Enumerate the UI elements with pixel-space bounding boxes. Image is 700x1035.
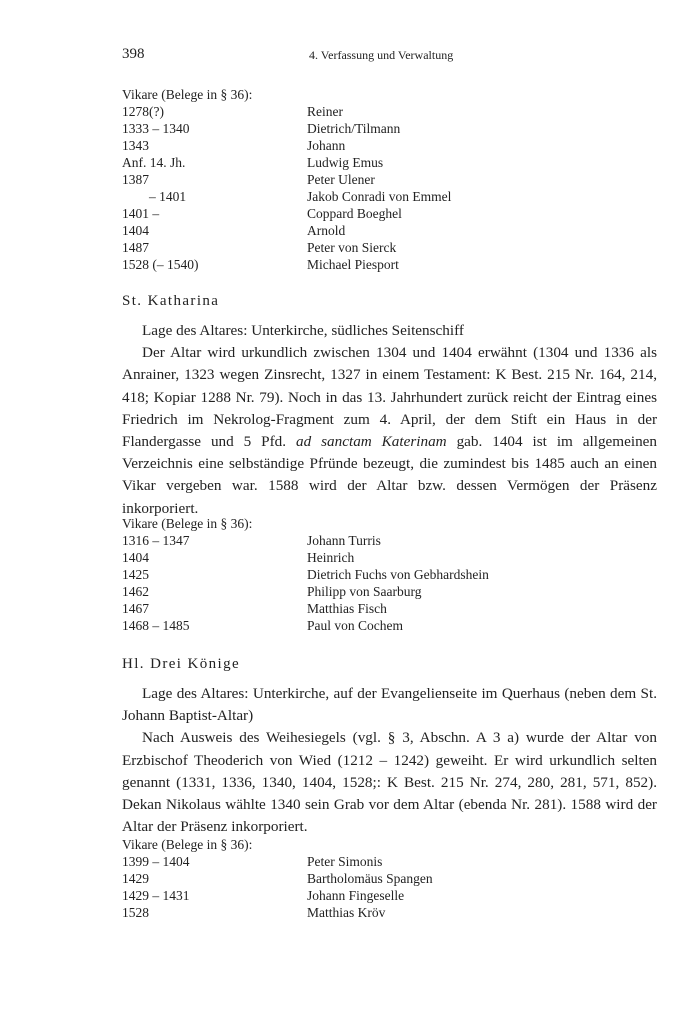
list-row <box>122 532 662 549</box>
row-date: 1343 <box>122 138 149 153</box>
row-date: 1528 (– 1540) <box>122 257 199 272</box>
list-row <box>122 566 662 583</box>
list-intro: Vikare (Belege in § 36): <box>122 87 253 102</box>
row-name: Matthias Kröv <box>307 905 386 920</box>
row-name: Philipp von Saarburg <box>307 584 422 599</box>
list-row <box>122 617 662 634</box>
list-row <box>122 583 662 600</box>
vikare-list-3 <box>122 836 662 921</box>
list-row <box>122 239 662 256</box>
row-date: 1401 – <box>122 206 160 221</box>
row-date: 1404 <box>122 223 149 238</box>
list-intro: Vikare (Belege in § 36): <box>122 516 253 531</box>
list-row <box>122 549 662 566</box>
list-row <box>122 870 662 887</box>
row-date: 1467 <box>122 601 149 616</box>
paragraph: Lage des Altares: Unterkirche, südliches Seitenschiff <box>142 322 464 339</box>
row-date: 1404 <box>122 550 149 565</box>
row-name: Johann Turris <box>307 533 381 548</box>
list-row <box>122 154 662 171</box>
row-name: Dietrich/Tilmann <box>307 121 401 136</box>
paragraph: Nach Ausweis des Weihesiegels (vgl. § 3, Abschn. A 3 a) wurde der Altar von Erzbischof Theoderich von Wied (1212 – 1242) geweiht. Er wird urkundlich selten genannt (1331, 1336, 1340, 1404, 1528;: K Best. 215 Nr. 274, 280, 281, 571, 852). Dekan Nikolaus wählte 1340 sein Grab vor dem Altar (ebenda Nr. 281). 1588 wird der Altar der Präsenz inkorporiert. <box>122 729 657 836</box>
list-row <box>122 904 662 921</box>
list-row <box>122 205 662 222</box>
row-date: 1387 <box>122 172 149 187</box>
page-header <box>122 46 657 66</box>
paragraph-text: Der Altar wird urkundlich zwischen 1304 und 1404 erwähnt (1304 und 1336 als Anrainer, 1323 wegen Zinsrecht, 1327 in einem Testament: K Best. 215 Nr. 164, 214, 418; Kopiar 1288 Nr. 79). Noch in das 13. Jahrhundert zurück reicht der Eintrag eines Friedrich im Nekrolog-Fragment zum 4. April, der dem Stift ein Haus in der Flandergasse und 5 Pfd. <box>122 344 657 451</box>
row-name: Matthias Fisch <box>307 601 387 616</box>
row-name: Coppard Boeghel <box>307 206 402 221</box>
row-name: Johann Fingeselle <box>307 888 405 903</box>
row-date: 1429 – 1431 <box>122 888 190 903</box>
running-head: 4. Verfassung und Verwaltung <box>309 48 454 62</box>
row-date: 1429 <box>122 871 149 886</box>
paragraph <box>122 342 657 520</box>
vikare-list-1 <box>122 86 662 273</box>
row-name: Peter von Sierck <box>307 240 397 255</box>
list-intro: Vikare (Belege in § 36): <box>122 837 253 852</box>
list-row <box>122 120 662 137</box>
paragraph: Lage des Altares: Unterkirche, auf der Evangelienseite im Querhaus (neben dem St. Johann Baptist-Altar) <box>122 685 657 725</box>
row-date: 1399 – 1404 <box>122 854 190 869</box>
row-name: Johann <box>307 138 346 153</box>
list-row <box>122 188 662 205</box>
row-date: 1528 <box>122 905 149 920</box>
row-name: Arnold <box>307 223 346 238</box>
paragraph-text: gab. 1404 ist im allgemeinen Verzeichnis eine selbständige Pfründe bezeugt, die zumindest bis 1485 auch an einen Vikar vergeben war. 1588 wird der Altar bzw. dessen Vermögen der Präsenz inkorporiert. <box>122 433 658 517</box>
row-name: Bartholomäus Spangen <box>307 871 433 886</box>
row-name: Peter Ulener <box>307 172 375 187</box>
list-row <box>122 853 662 870</box>
row-name: Reiner <box>307 104 343 119</box>
section-heading-hl-drei-koenige: Hl. Drei Könige <box>122 656 241 672</box>
row-name: Ludwig Emus <box>307 155 384 170</box>
row-date: 1316 – 1347 <box>122 533 190 548</box>
row-date: 1487 <box>122 240 149 255</box>
row-name: Jakob Conradi von Emmel <box>307 189 452 204</box>
section-body-hl-drei-koenige <box>122 683 657 838</box>
list-row <box>122 887 662 904</box>
list-row <box>122 600 662 617</box>
row-name: Dietrich Fuchs von Gebhardshein <box>307 567 489 582</box>
row-date: 1278(?) <box>122 104 164 119</box>
list-row <box>122 256 662 273</box>
list-row <box>122 171 662 188</box>
section-heading-st-katharina: St. Katharina <box>122 293 220 309</box>
list-row <box>122 222 662 239</box>
row-date: 1462 <box>122 584 149 599</box>
row-name: Michael Piesport <box>307 257 399 272</box>
list-row <box>122 103 662 120</box>
row-date: 1425 <box>122 567 149 582</box>
row-date: – 1401 <box>122 189 187 204</box>
row-date: 1468 – 1485 <box>122 618 190 633</box>
row-name: Peter Simonis <box>307 854 383 869</box>
row-name: Paul von Cochem <box>307 618 403 633</box>
page-number: 398 <box>122 46 145 62</box>
section-body-st-katharina <box>122 320 657 520</box>
italic-phrase: ad sanctam Katerinam <box>296 433 447 451</box>
row-name: Heinrich <box>307 550 355 565</box>
row-date: Anf. 14. Jh. <box>122 155 186 170</box>
vikare-list-2 <box>122 515 662 634</box>
row-date: 1333 – 1340 <box>122 121 190 136</box>
list-row <box>122 137 662 154</box>
